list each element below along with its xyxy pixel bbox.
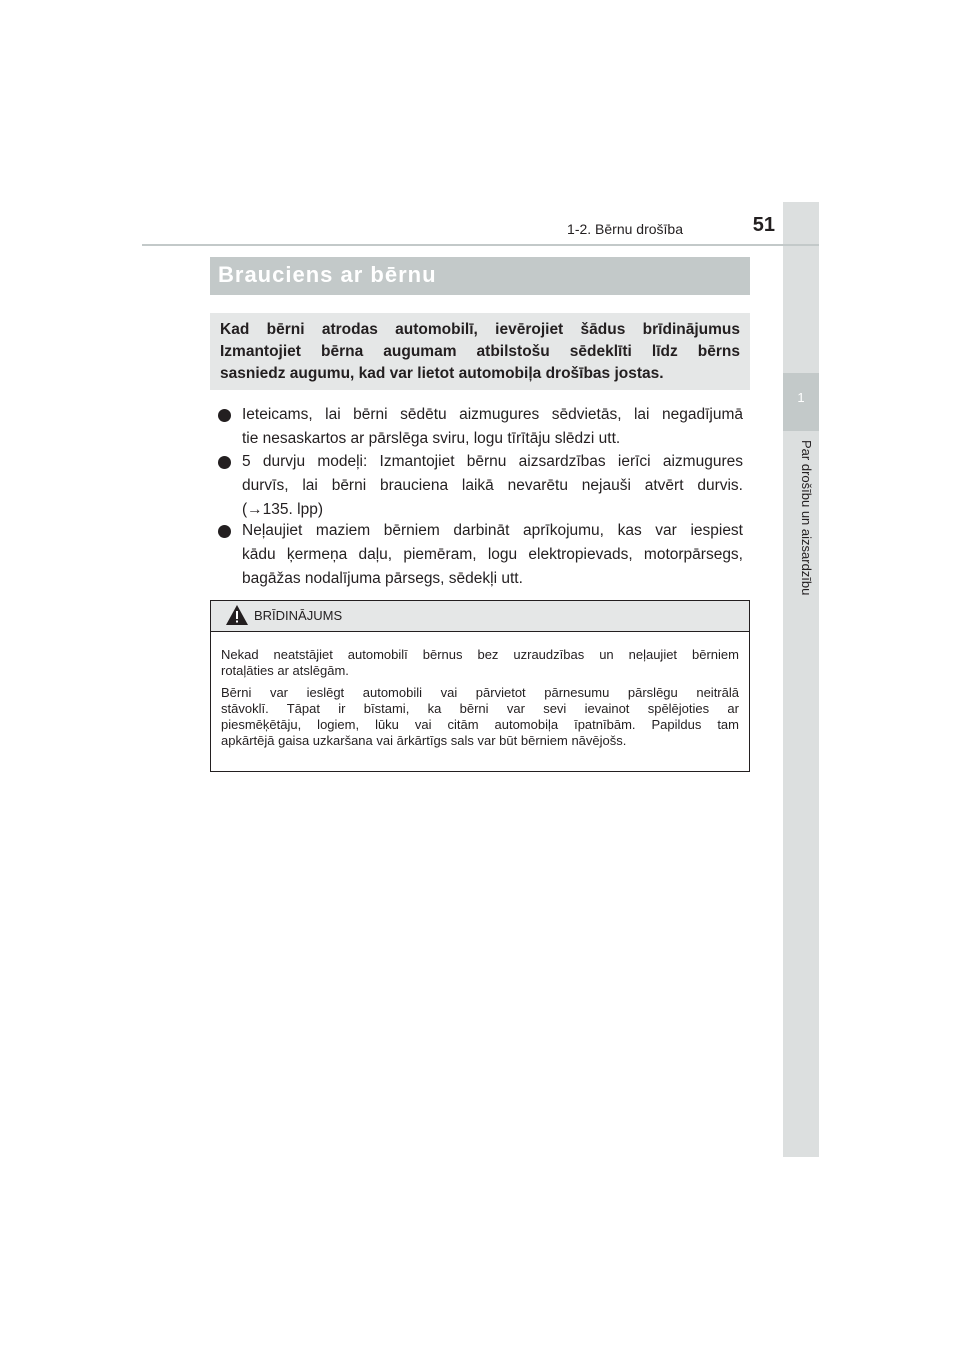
intro-box: [210, 313, 750, 390]
bullet-line: Ieteicams, lai bērni sēdētu aizmugures sēdvietās, lai negadījumā: [242, 406, 743, 423]
intro-line: Kad bērni atrodas automobilī, ievērojiet šādus brīdinājumus: [220, 321, 740, 338]
bullet-line: (→135. lpp): [242, 501, 323, 518]
bullet-dot-icon: [218, 525, 231, 538]
header-rule: [142, 244, 819, 246]
chapter-title: Par drošību un aizsardzību: [799, 440, 814, 596]
intro-line: Izmantojiet bērna augumam atbilstošu sēdeklīti līdz bērns: [220, 343, 740, 360]
warning-line: stāvoklī. Tāpat ir bīstami, ka bērni var sevi ievainot spēlējoties ar: [221, 701, 739, 716]
warning-line: Nekad neatstājiet automobilī bērnus bez uzraudzības un neļaujiet bērniem: [221, 647, 739, 662]
intro-line: sasniedz augumu, kad var lietot automobiļa drošības jostas.: [220, 365, 664, 382]
chapter-side-tab: [783, 202, 819, 1157]
chapter-number: 1: [797, 390, 805, 405]
bullet-line: kādu ķermeņa daļu, piemēram, logu elektropievads, motorpārsegs,: [242, 546, 743, 563]
running-header: 1-2. Bērnu drošība: [567, 221, 683, 237]
bullet-line: durvīs, lai bērni brauciena laikā nevarētu nejauši atvērt durvis.: [242, 477, 743, 494]
warning-line: piesmēķētāju, logiem, lūku vai citām automobiļa īpatnībām. Papildus tam: [221, 717, 739, 732]
warning-triangle-icon: [225, 604, 249, 626]
bullet-line: 5 durvju modeļi: Izmantojiet bērnu aizsardzības ierīci aizmugures: [242, 453, 743, 470]
warning-label: BRĪDINĀJUMS: [254, 608, 343, 623]
bullet-line: tie nesaskartos ar pārslēga sviru, logu tīrītāju slēdzi utt.: [242, 430, 621, 447]
bullet-line: Neļaujiet maziem bērniem darbināt aprīkojumu, kas var iespiest: [242, 522, 743, 539]
warning-box: [210, 600, 750, 772]
bullet-dot-icon: [218, 409, 231, 422]
bullet-line: bagāžas nodalījuma pārsegs, sēdekļi utt.: [242, 570, 523, 587]
bullet-dot-icon: [218, 456, 231, 469]
warning-header: [211, 601, 749, 632]
warning-line: apkārtējā gaisa uzkaršana vai ārkārtīgs sals var būt bērniem nāvējošs.: [221, 733, 627, 748]
warning-line: Bērni var ieslēgt automobili vai pārvietot pārnesumu pārslēgu neitrālā: [221, 685, 739, 700]
section-title: Brauciens ar bērnu: [210, 257, 750, 295]
warning-line: rotaļāties ar atslēgām.: [221, 663, 349, 678]
page-number: 51: [752, 214, 775, 236]
